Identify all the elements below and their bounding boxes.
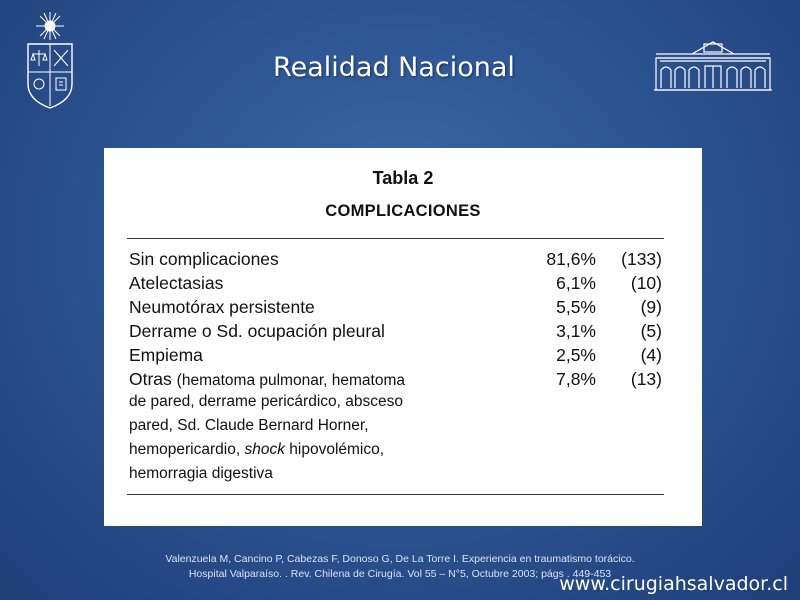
row-count: (9) [640, 297, 662, 317]
table-row [127, 249, 664, 273]
row-label-detail: (hematoma pulmonar, hematoma [176, 372, 405, 389]
continuation-text: hipovolémico, [289, 441, 385, 458]
row-continuation: pared, Sd. Claude Bernard Horner, [129, 417, 369, 434]
continuation-text: hemopericardio, [129, 441, 241, 458]
row-percent: 6,1% [556, 273, 596, 293]
row-label: Neumotórax persistente [129, 297, 315, 317]
row-percent: 3,1% [556, 321, 596, 341]
row-count: (5) [640, 321, 662, 341]
row-label-text: Otras [129, 369, 172, 389]
row-continuation: hemorragia digestiva [129, 465, 273, 482]
row-label [129, 369, 405, 390]
table-row [127, 273, 664, 297]
continuation-italic: shock [244, 441, 285, 458]
row-percent: 2,5% [556, 345, 596, 365]
row-count: (4) [640, 345, 662, 365]
row-continuation [127, 441, 664, 465]
table-rows [127, 249, 664, 489]
table-subtitle: COMPLICACIONES [325, 202, 481, 220]
row-percent: 7,8% [556, 369, 596, 389]
table-top-rule [127, 238, 664, 239]
complications-table-card [104, 148, 702, 526]
row-percent: 5,5% [556, 297, 596, 317]
row-percent: 81,6% [546, 249, 596, 269]
row-label: Empiema [129, 345, 203, 365]
row-label: Atelectasias [129, 273, 224, 293]
table-title: Tabla 2 [372, 168, 434, 188]
citation-line: Hospital Valparaíso. . Rev. Chilena de Cirugía. Vol 55 – N°5, Octubre 2003; págs . 449-453 [188, 568, 612, 580]
row-count: (10) [630, 273, 662, 293]
citation-line: Valenzuela M, Cancino P, Cabezas F, Donoso G, De La Torre I. Experiencia en traumatismo torácico. [165, 553, 635, 565]
table-row [127, 369, 664, 393]
table-bottom-rule [127, 494, 664, 495]
table-row [127, 321, 664, 345]
row-label: Sin complicaciones [129, 249, 279, 269]
row-label: Derrame o Sd. ocupación pleural [129, 321, 385, 341]
table-row [127, 345, 664, 369]
row-count: (13) [630, 369, 662, 389]
table-row [127, 297, 664, 321]
row-continuation: de pared, derrame pericárdico, absceso [129, 393, 403, 410]
row-count: (133) [621, 249, 662, 269]
slide-title: Realidad Nacional [273, 52, 515, 83]
website-url: www.cirugiahsalvador.cl [559, 573, 788, 595]
